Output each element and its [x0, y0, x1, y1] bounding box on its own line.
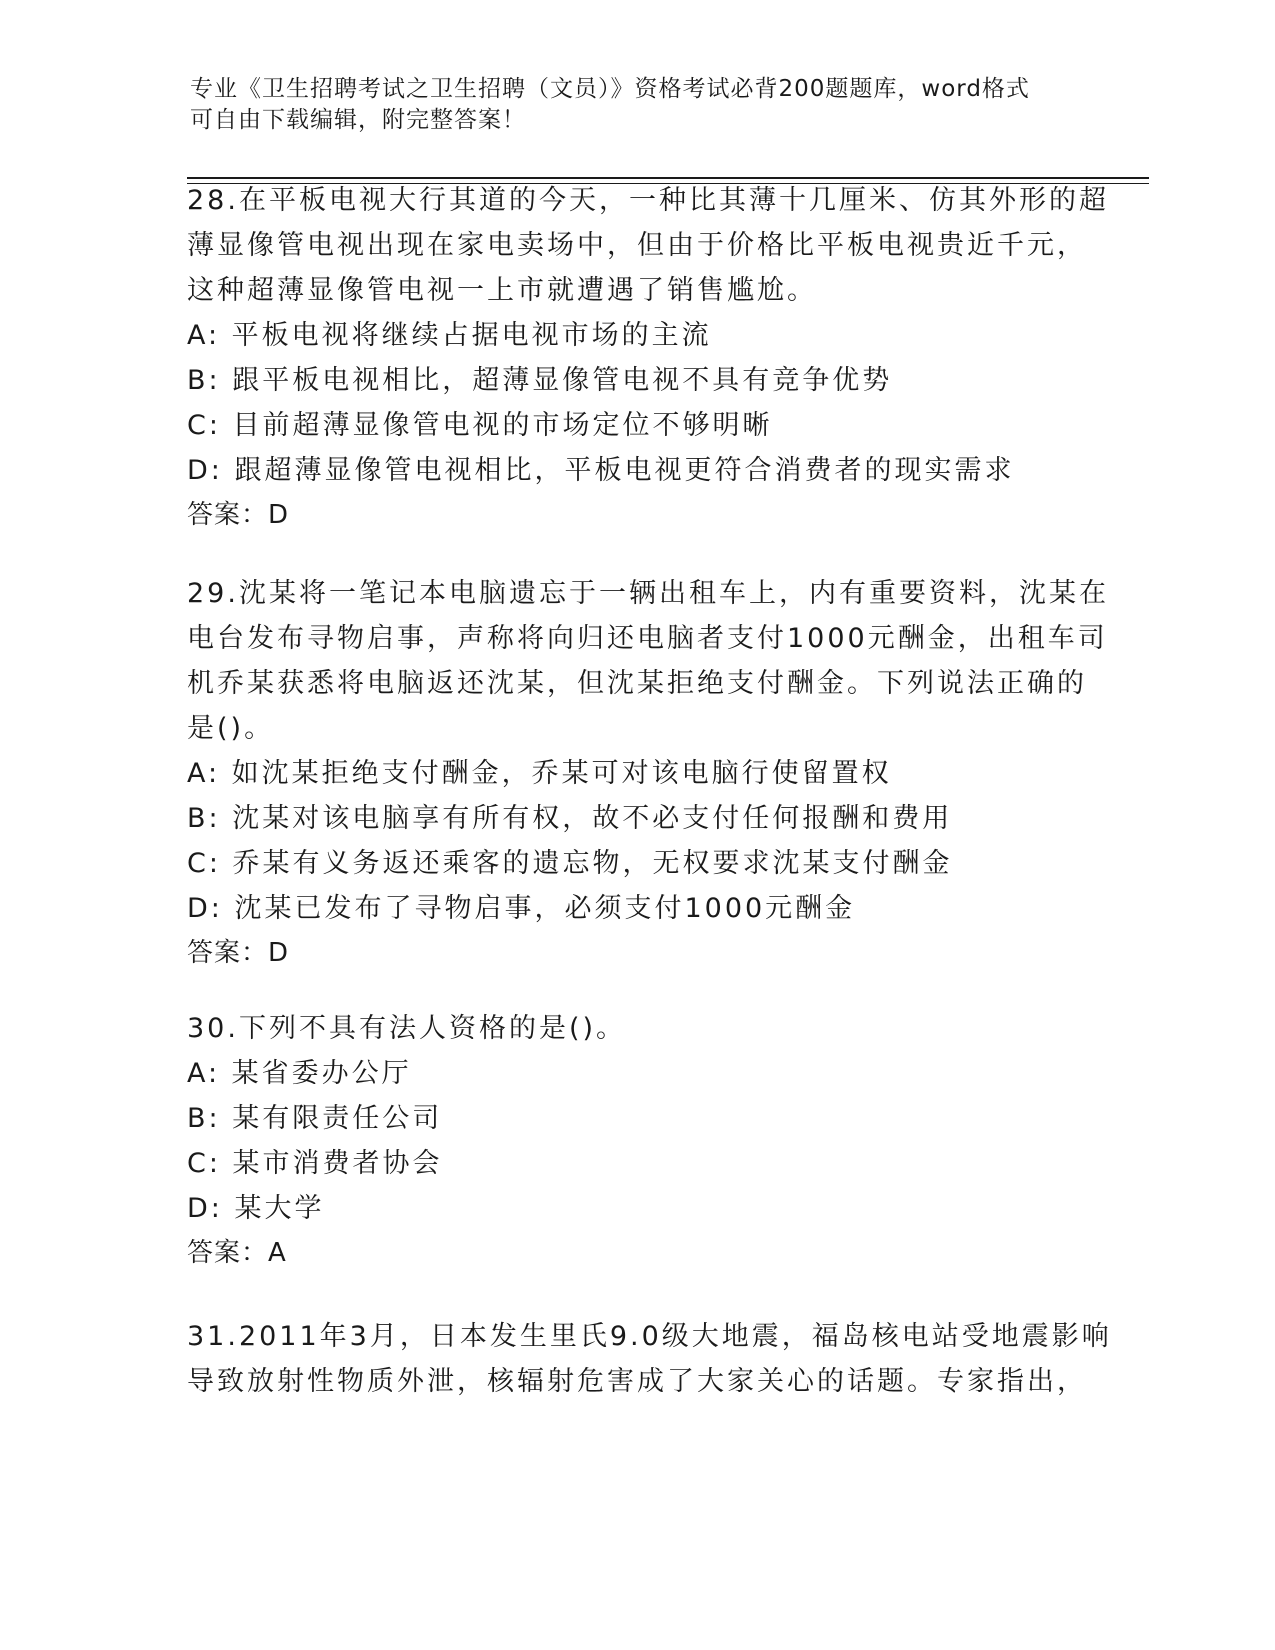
question-30 [187, 1006, 1087, 1276]
question-stem-line: 28.在平板电视大行其道的今天，一种比其薄十几厘米、仿其外形的超 [187, 185, 1109, 216]
answer-line: 答案：A [187, 1238, 287, 1268]
answer-line: 答案：D [187, 500, 290, 530]
option-a: A: 某省委办公厅 [187, 1058, 412, 1089]
option-b: B: 沈某对该电脑享有所有权，故不必支付任何报酬和费用 [187, 803, 953, 834]
question-stem-line: 机乔某获悉将电脑返还沈某，但沈某拒绝支付酬金。下列说法正确的 [187, 668, 1087, 699]
option-d: D: 某大学 [187, 1193, 325, 1224]
option-c: C: 目前超薄显像管电视的市场定位不够明晰 [187, 410, 773, 441]
option-a: A: 如沈某拒绝支付酬金，乔某可对该电脑行使留置权 [187, 758, 892, 789]
question-stem-line: 30.下列不具有法人资格的是()。 [187, 1013, 627, 1044]
question-stem-line: 29.沈某将一笔记本电脑遗忘于一辆出租车上，内有重要资料，沈某在 [187, 578, 1109, 609]
option-b: B: 某有限责任公司 [187, 1103, 443, 1134]
document-header [190, 74, 1090, 136]
header-line-1: 专业《卫生招聘考试之卫生招聘（文员）》资格考试必背200题题库，word格式 [190, 76, 1030, 102]
option-c: C: 乔某有义务返还乘客的遗忘物，无权要求沈某支付酬金 [187, 848, 953, 879]
option-b: B: 跟平板电视相比，超薄显像管电视不具有竞争优势 [187, 365, 893, 396]
question-29 [187, 571, 1109, 976]
question-28 [187, 178, 1109, 538]
question-stem-line: 31.2011年3月，日本发生里氏9.0级大地震，福岛核电站受地震影响 [187, 1321, 1112, 1352]
answer-line: 答案：D [187, 938, 290, 968]
question-stem-line: 这种超薄显像管电视一上市就遭遇了销售尴尬。 [187, 275, 817, 306]
option-d: D: 跟超薄显像管电视相比，平板电视更符合消费者的现实需求 [187, 455, 1015, 486]
question-stem-line: 薄显像管电视出现在家电卖场中，但由于价格比平板电视贵近千元， [187, 230, 1087, 261]
question-stem-line: 导致放射性物质外泄，核辐射危害成了大家关心的话题。专家指出， [187, 1366, 1087, 1397]
header-line-2: 可自由下载编辑，附完整答案！ [190, 107, 526, 133]
question-stem-line: 电台发布寻物启事，声称将向归还电脑者支付1000元酬金，出租车司 [187, 623, 1108, 654]
option-c: C: 某市消费者协会 [187, 1148, 443, 1179]
question-31 [187, 1314, 1112, 1404]
option-d: D: 沈某已发布了寻物启事，必须支付1000元酬金 [187, 893, 856, 924]
option-a: A: 平板电视将继续占据电视市场的主流 [187, 320, 712, 351]
question-stem-line: 是()。 [187, 713, 275, 744]
